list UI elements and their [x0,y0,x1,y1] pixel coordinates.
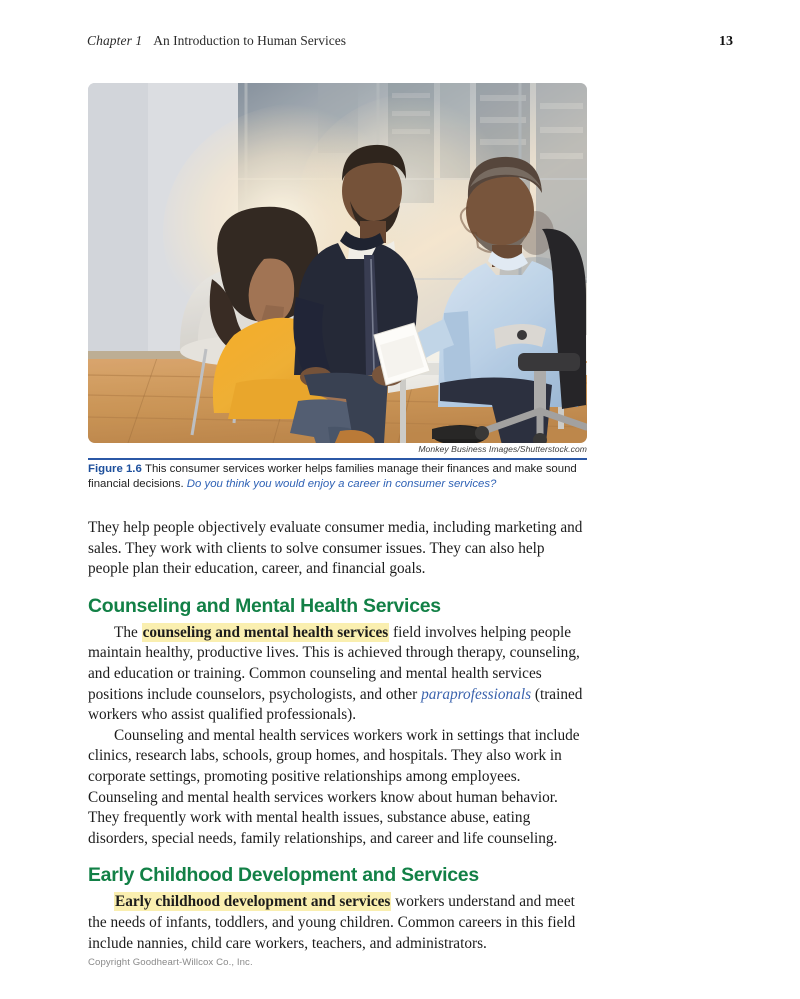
spacer-before-heading-1 [88,580,588,595]
counseling-paragraph-1 [88,623,588,726]
counseling-paragraph-2: Counseling and mental health services workers work in settings that include clinics, research labs, schools, group homes, and hospitals. They also work in corporate settings, promoting positive relationships among employees. Counseling and mental health services workers know about human behavior. They frequently work with mental health issues, substance abuse, eating disorders, special needs, family relationships, and career and life counseling. [88,726,580,847]
caption-divider [88,458,587,460]
figure-label: Figure 1.6 [88,463,142,475]
office-meeting-photo [88,83,587,443]
copyright-notice: Copyright Goodheart-Willcox Co., Inc. [88,957,253,968]
figure-caption-text: This consumer services worker helps families manage their finances and make sound financial decisions. [88,463,577,491]
running-head-left [87,33,346,49]
key-term-counseling: counseling and mental health services [142,623,389,641]
page-number: 13 [719,34,733,49]
key-term-early-childhood: Early childhood development and services [115,893,391,911]
counseling-p1-mid: field involves helping people maintain healthy, productive lives. This is achieved through therapy, counseling, and education or training. Common counseling and mental health services positions include counselors, psychologists, and other [88,623,580,703]
early-childhood-paragraph-1 [88,892,588,954]
figure-caption-question: Do you think you would enjoy a career in consumer services? [186,478,497,491]
figure-credit: Monkey Business Images/Shutterstock.com [418,444,587,454]
running-head [87,33,733,50]
section-heading-early-childhood: Early Childhood Development and Services [88,864,479,887]
counseling-p1-pre: The [114,623,142,641]
key-term-paraprofessionals: paraprofessionals [421,685,532,703]
figure-photo [88,83,587,443]
spacer-before-heading-2 [88,849,588,864]
early-childhood-p1-post: workers understand and meet the needs of infants, toddlers, and young children. Common careers in this field include nannies, child care workers, teachers, and administrators. [88,893,576,952]
intro-paragraph: They help people objectively evaluate consumer media, including marketing and sales. They work with clients to solve consumer issues. They can also help people plan their education, career, and financial goals. [88,519,583,578]
figure-image-container [88,83,587,443]
chapter-label: Chapter 1 [87,33,143,48]
figure-caption [88,462,588,492]
counseling-p1-post: (trained workers who assist qualified professionals). [88,685,583,724]
body-column [88,518,588,954]
chapter-title: An Introduction to Human Services [153,33,346,48]
section-heading-counseling: Counseling and Mental Health Services [88,594,441,617]
